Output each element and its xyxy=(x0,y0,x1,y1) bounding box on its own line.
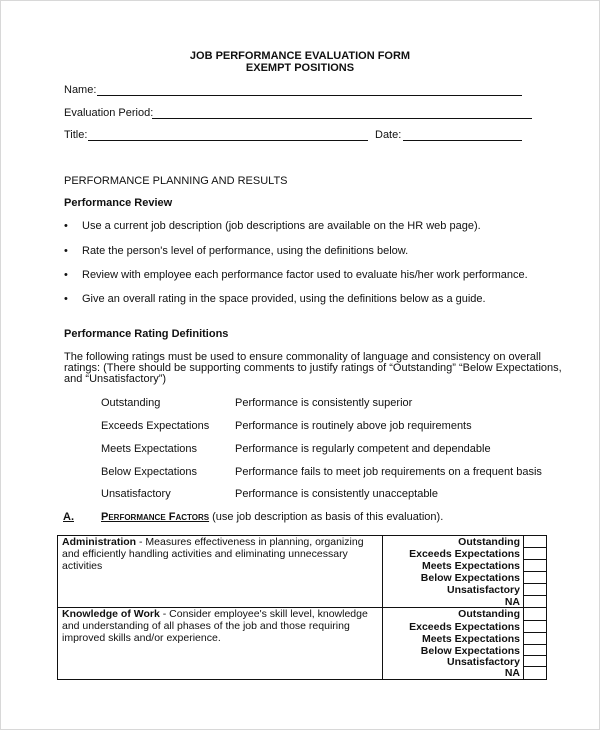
list-item: • Review with employee each performance factor used to evaluate his/her work performance. xyxy=(82,269,528,281)
period-label: Evaluation Period: xyxy=(64,107,154,119)
rating-checkbox[interactable] xyxy=(523,608,546,621)
date-label: Date: xyxy=(375,129,402,141)
section-heading: PERFORMANCE PLANNING AND RESULTS xyxy=(64,175,288,187)
form-title: JOB PERFORMANCE EVALUATION FORM xyxy=(189,50,411,62)
factor-description xyxy=(62,608,380,644)
intro-line: and “Unsatisfactory”) xyxy=(64,373,167,385)
title-field[interactable] xyxy=(88,140,368,141)
definitions-heading: Performance Rating Definitions xyxy=(64,328,229,340)
factors-heading: Performance Factors xyxy=(101,511,210,523)
title-label: Title: xyxy=(64,129,88,141)
factor-name: Knowledge of Work xyxy=(62,608,160,620)
name-label: Name: xyxy=(64,84,97,96)
factor-text: - Measures effectiveness in planning, organizing and efficiently handling activities and eliminating unnecessary activities xyxy=(62,536,364,572)
rating-checkbox[interactable] xyxy=(523,560,546,572)
intro-line: The following ratings must be used to ensure commonality of language and consistency on overall xyxy=(64,351,541,363)
rating-checkbox[interactable] xyxy=(523,584,546,596)
factor-name: Administration xyxy=(62,536,137,548)
rating-label: Unsatisfactory xyxy=(447,656,520,668)
factors-heading-line xyxy=(101,511,443,523)
evaluation-period-field[interactable] xyxy=(152,118,532,119)
rating-checkbox[interactable] xyxy=(523,667,546,679)
factors-letter: A. xyxy=(63,511,74,523)
rating-label: Outstanding xyxy=(458,536,520,548)
factor-row-administration xyxy=(58,536,546,608)
rating-label: Below Expectations xyxy=(420,645,520,657)
factors-note: (use job description as basis of this evaluation). xyxy=(212,511,444,523)
rating-checkbox[interactable] xyxy=(523,656,546,667)
rating-checkbox[interactable] xyxy=(523,548,546,560)
review-heading: Performance Review xyxy=(64,197,173,209)
definition-term: Below Expectations xyxy=(101,466,197,478)
rating-checkbox[interactable] xyxy=(523,621,546,633)
definition-desc: Performance is consistently unacceptable xyxy=(235,488,438,500)
factor-description xyxy=(62,536,380,572)
rating-label: Exceeds Expectations xyxy=(409,621,520,633)
definition-term: Unsatisfactory xyxy=(101,488,171,500)
rating-checkbox[interactable] xyxy=(523,572,546,584)
factor-row-knowledge-of-work xyxy=(58,608,546,679)
list-item: • Use a current job description (job descriptions are available on the HR web page). xyxy=(82,220,481,232)
definition-term: Meets Expectations xyxy=(101,443,197,455)
rating-label: Meets Expectations xyxy=(421,560,520,572)
list-item: • Give an overall rating in the space provided, using the definitions below as a guide. xyxy=(82,293,486,305)
definitions-intro xyxy=(64,352,562,385)
rating-label: Unsatisfactory xyxy=(447,584,520,596)
performance-factors-table xyxy=(57,535,547,680)
definition-desc: Performance is consistently superior xyxy=(235,397,413,409)
rating-checkbox[interactable] xyxy=(523,536,546,548)
definition-term: Outstanding xyxy=(101,397,161,409)
definition-desc: Performance is regularly competent and dependable xyxy=(235,443,491,455)
rating-label: Outstanding xyxy=(458,608,520,620)
rating-label: Exceeds Expectations xyxy=(409,548,520,560)
rating-checkbox[interactable] xyxy=(523,596,546,608)
definition-desc: Performance is routinely above job requirements xyxy=(235,420,472,432)
rating-checkbox[interactable] xyxy=(523,633,546,645)
factor-text: - Consider employee's skill level, knowledge and understanding of all phases of the job and those requiring improved skills and/or experience. xyxy=(62,608,368,644)
rating-label: Meets Expectations xyxy=(421,633,520,645)
definition-term: Exceeds Expectations xyxy=(101,420,210,432)
rating-label: Below Expectations xyxy=(420,572,520,584)
rating-checkbox[interactable] xyxy=(523,645,546,656)
definition-desc: Performance fails to meet job requirements on a frequent basis xyxy=(235,466,542,478)
name-field[interactable] xyxy=(97,95,522,96)
intro-line: ratings: (There should be supporting comments to justify ratings of “Outstanding” “Below Expectations, xyxy=(64,362,562,374)
list-item: • Rate the person's level of performance, using the definitions below. xyxy=(82,245,408,257)
rating-label: NA xyxy=(504,667,520,679)
form-subtitle: EXEMPT POSITIONS xyxy=(245,62,355,74)
date-field[interactable] xyxy=(403,140,522,141)
rating-label: NA xyxy=(504,596,520,608)
